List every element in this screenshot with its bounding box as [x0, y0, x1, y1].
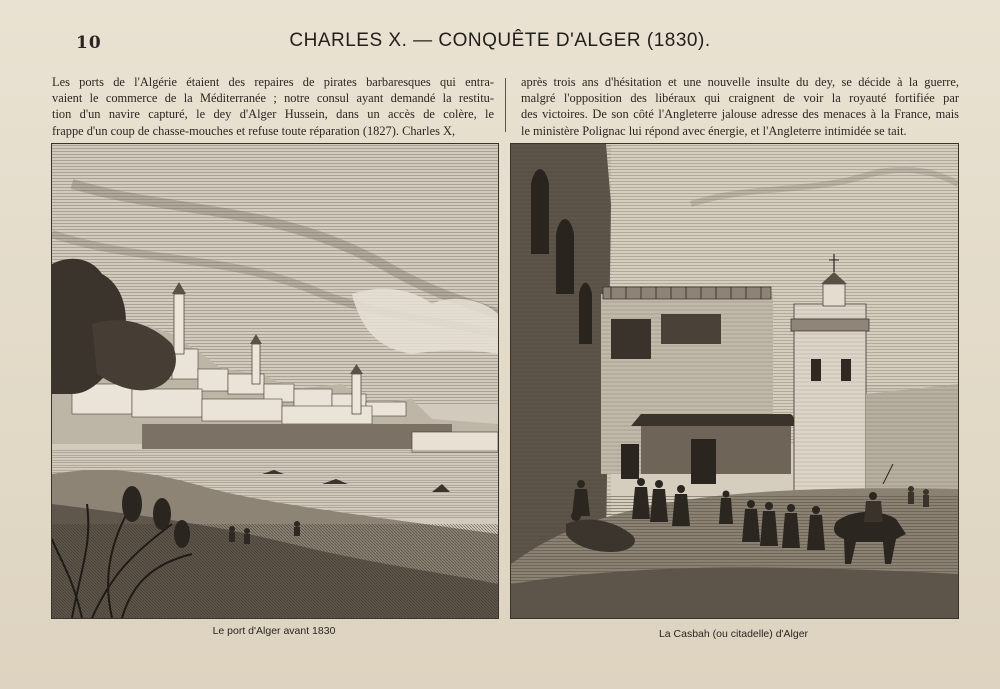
text-line: le ministère Polignac lui répond avec énergie, et l'Angleterre intimidée se tait. — [521, 123, 907, 138]
text-line: tion d'un navire capturé, le dey d'Alger Hussein, dans un accès de colère, le — [52, 107, 494, 122]
harbor-engraving-icon — [52, 144, 498, 618]
text-line: des victoires. De son côté l'Angleterre jalouse adresse des menaces à la France, mais — [521, 107, 959, 122]
figure-casbah-citadel — [510, 143, 959, 619]
text-line: malgré l'opposition des libéraux qui craignent de voir la royauté fortifiée par — [521, 91, 959, 106]
text-line: frappe d'un coup de chasse-mouches et refuse toute réparation (1827). Charles X, — [52, 123, 456, 138]
figure-caption-casbah: La Casbah (ou citadelle) d'Alger — [658, 628, 809, 640]
casbah-engraving-icon — [511, 144, 958, 618]
text-column-left — [52, 74, 494, 139]
text-line: après trois ans d'hésitation et une nouvelle insulte du dey, se décide à la guerre, — [521, 75, 959, 89]
column-divider — [505, 78, 506, 132]
text-line: vaient le commerce de la Méditerranée ; notre consul ayant demandé la restitu- — [52, 91, 494, 106]
text-line: Les ports de l'Algérie étaient des repaires de pirates barbaresques qui entra- — [52, 75, 494, 89]
running-title: CHARLES X. — CONQUÊTE D'ALGER (1830). — [289, 30, 711, 51]
page-number: 10 — [76, 33, 102, 53]
figure-harbor-of-algiers — [51, 143, 499, 619]
text-column-right — [521, 74, 959, 139]
figure-caption-harbor: Le port d'Alger avant 1830 — [212, 625, 336, 637]
